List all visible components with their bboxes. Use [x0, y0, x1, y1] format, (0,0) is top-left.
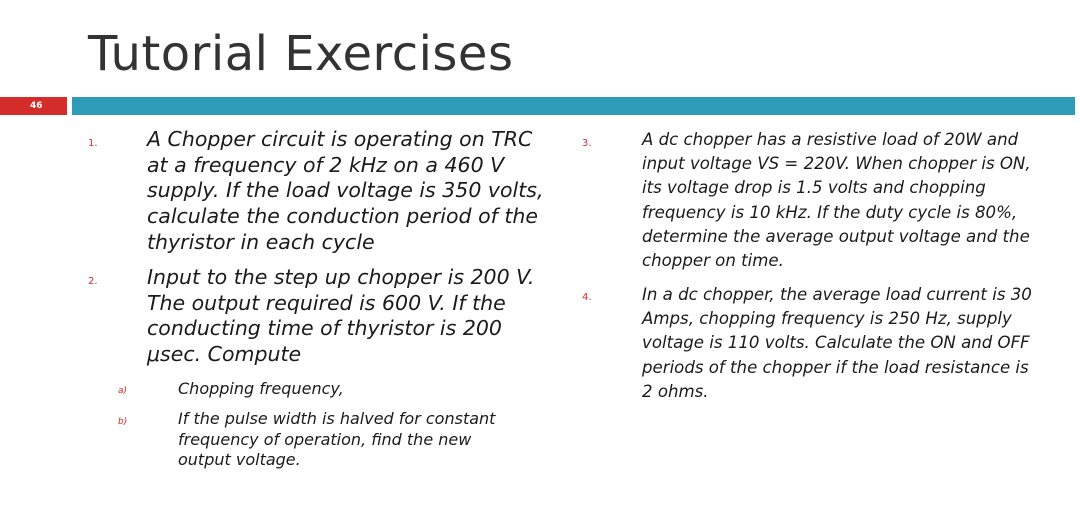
exercise-1-text: A Chopper circuit is operating on TRC at a frequency of 2 kHz on a 460 V supply. If the load voltage is 350 volts, calculate the conduction period of the thyristor in each cycle: [147, 127, 544, 254]
page-number-badge: [0, 97, 67, 115]
page-number: 46: [30, 101, 43, 111]
exercise-2-sub-b-label: b): [118, 417, 128, 427]
exercise-3-number: 3.: [582, 138, 592, 149]
exercise-2-number: 2.: [88, 276, 98, 287]
exercise-3-text: A dc chopper has a resistive load of 20W and input voltage VS = 220V. When chopper is ON, its voltage drop is 1.5 volts and chopping frequency is 10 kHz. If the duty cycle is 80%, determine the average output voltage and the chopper on time.: [642, 130, 1031, 271]
exercise-4-number: 4.: [582, 292, 592, 303]
header-accent-bar: [72, 97, 1075, 115]
slide-title: Tutorial Exercises: [88, 26, 514, 82]
exercise-2-sub-a-text: Chopping frequency,: [178, 379, 344, 398]
exercise-2-sub-a-label: a): [118, 386, 128, 396]
exercise-2-text: Input to the step up chopper is 200 V. The output required is 600 V. If the conducting time of thyristor is 200 μsec. Compute: [147, 265, 535, 367]
exercise-4-text: In a dc chopper, the average load current is 30 Amps, chopping frequency is 250 Hz, supply voltage is 110 volts. Calculate the ON and OFF periods of the chopper if the load resistance is 2 ohms.: [642, 285, 1032, 401]
exercise-2-sub-b-text: If the pulse width is halved for constant frequency of operation, find the new output voltage.: [178, 409, 496, 469]
exercise-1-number: 1.: [88, 138, 98, 149]
